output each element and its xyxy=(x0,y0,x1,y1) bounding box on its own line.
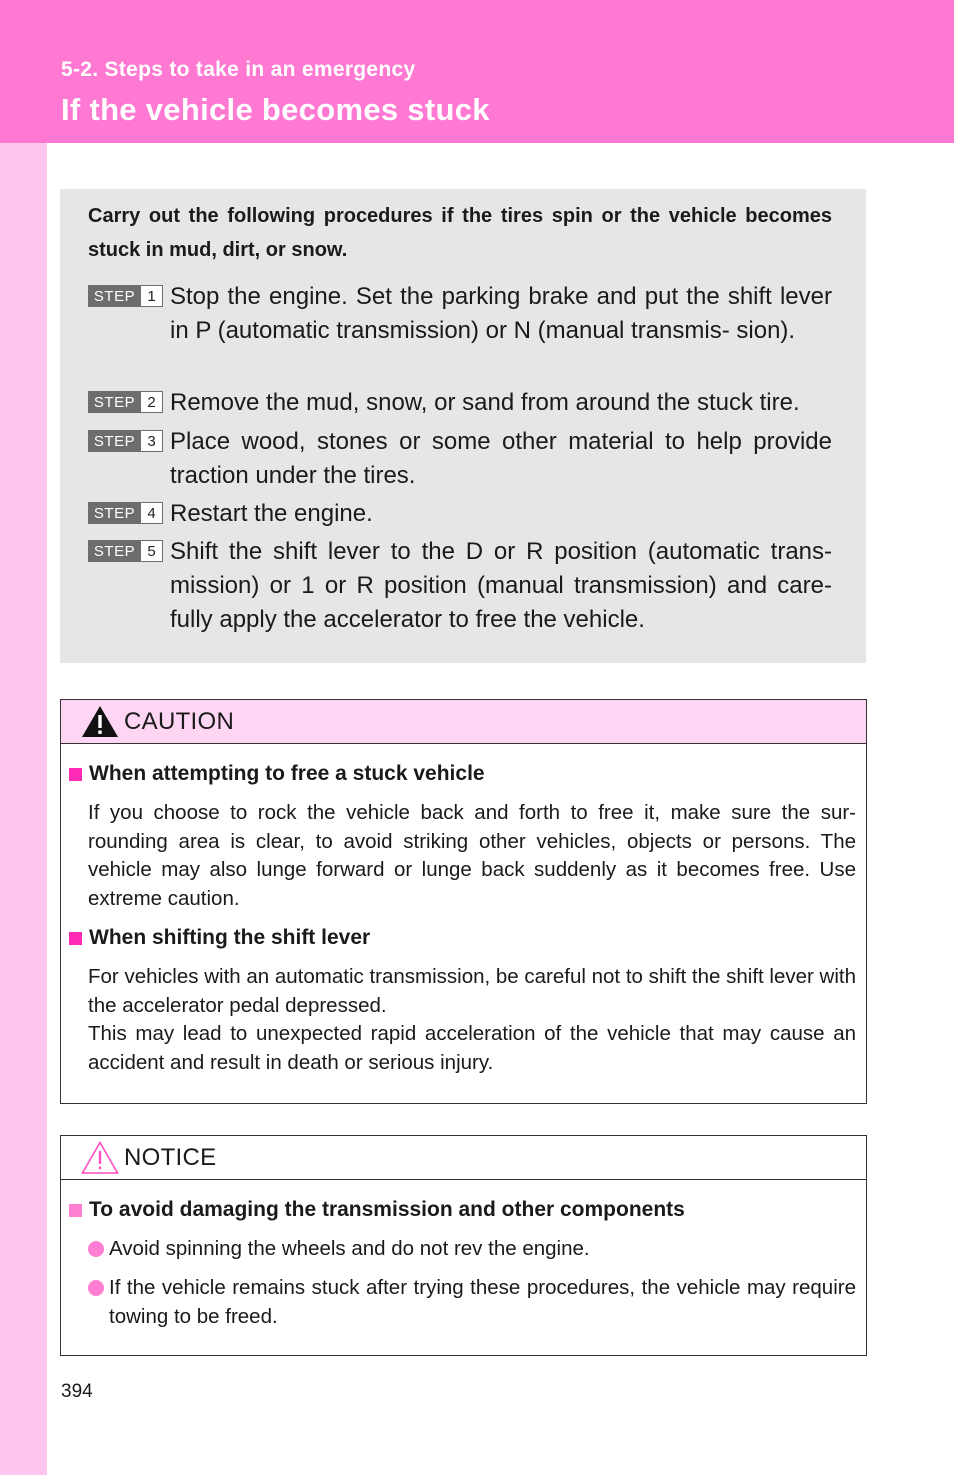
caution-subheading-text: When shifting the shift lever xyxy=(89,926,371,949)
step-text: Remove the mud, snow, or sand from around the stuck tire. xyxy=(170,389,800,416)
notice-subheading-text: To avoid damaging the transmission and other components xyxy=(89,1198,685,1221)
step-badge xyxy=(88,540,163,562)
step-badge xyxy=(88,430,163,452)
square-bullet-icon xyxy=(69,768,82,781)
step-badge xyxy=(88,285,163,307)
side-margin-bar xyxy=(0,143,47,1475)
step-badge-word: STEP xyxy=(88,502,141,524)
caution-paragraph: This may lead to unexpected rapid acceleration of the vehicle that may cause an accident and result in death or serious injury. xyxy=(88,1022,856,1074)
step-badge-number: 4 xyxy=(141,502,163,524)
step-badge-word: STEP xyxy=(88,430,141,452)
caution-paragraph: For vehicles with an automatic transmission, be careful not to shift the shift lever with the accelerator pedal depressed. xyxy=(88,965,856,1017)
notice-label: NOTICE xyxy=(124,1144,217,1171)
circle-bullet-icon xyxy=(88,1241,104,1257)
step-text: Stop the engine. Set the parking brake and put the shift lever in P (automatic transmission) or N (manual transmis- sion). xyxy=(170,283,832,344)
page-header xyxy=(0,0,954,143)
notice-bullet-text: If the vehicle remains stuck after trying these procedures, the vehicle may require towing to be freed. xyxy=(109,1276,856,1328)
caution-paragraph: If you choose to rock the vehicle back and forth to free it, make sure the sur- rounding area is clear, to avoid striking other vehicles, objects or persons. The vehicle may also lunge forward or lunge back suddenly as it becomes free. Use extreme caution. xyxy=(88,801,856,911)
notice-bullet-text: Avoid spinning the wheels and do not rev the engine. xyxy=(109,1237,590,1260)
step-text: Shift the shift lever to the D or R position (automatic trans- mission) or 1 or R position (manual transmission) and care- fully apply the accelerator to free the vehicle. xyxy=(170,538,832,633)
page-number: 394 xyxy=(61,1381,93,1402)
step-badge xyxy=(88,391,163,413)
caution-subheading xyxy=(69,762,485,786)
step-badge-word: STEP xyxy=(88,391,141,413)
caution-subheading xyxy=(69,926,370,950)
step-badge-number: 5 xyxy=(141,540,163,562)
step-badge-word: STEP xyxy=(88,540,141,562)
notice-triangle-icon xyxy=(81,1140,119,1174)
caution-subheading-text: When attempting to free a stuck vehicle xyxy=(89,762,485,785)
step-badge-word: STEP xyxy=(88,285,141,307)
procedure-intro: Carry out the following procedures if the tires spin or the vehicle becomes stuck in mud, dirt, or snow. xyxy=(88,205,832,261)
step-badge xyxy=(88,502,163,524)
step-text: Place wood, stones or some other material to help provide traction under the tires. xyxy=(170,428,832,489)
notice-subheading xyxy=(69,1198,685,1222)
page-title: If the vehicle becomes stuck xyxy=(61,92,490,127)
square-bullet-icon xyxy=(69,1204,82,1217)
square-bullet-icon xyxy=(69,932,82,945)
step-badge-number: 2 xyxy=(141,391,163,413)
warning-triangle-icon xyxy=(81,704,119,738)
caution-label: CAUTION xyxy=(124,708,235,735)
notice-header xyxy=(61,1136,866,1180)
caution-box xyxy=(60,699,867,1104)
section-label: 5-2. Steps to take in an emergency xyxy=(61,58,416,81)
step-badge-number: 1 xyxy=(141,285,163,307)
step-badge-number: 3 xyxy=(141,430,163,452)
step-text: Restart the engine. xyxy=(170,500,373,527)
notice-box xyxy=(60,1135,867,1356)
caution-header xyxy=(61,700,866,744)
circle-bullet-icon xyxy=(88,1280,104,1296)
